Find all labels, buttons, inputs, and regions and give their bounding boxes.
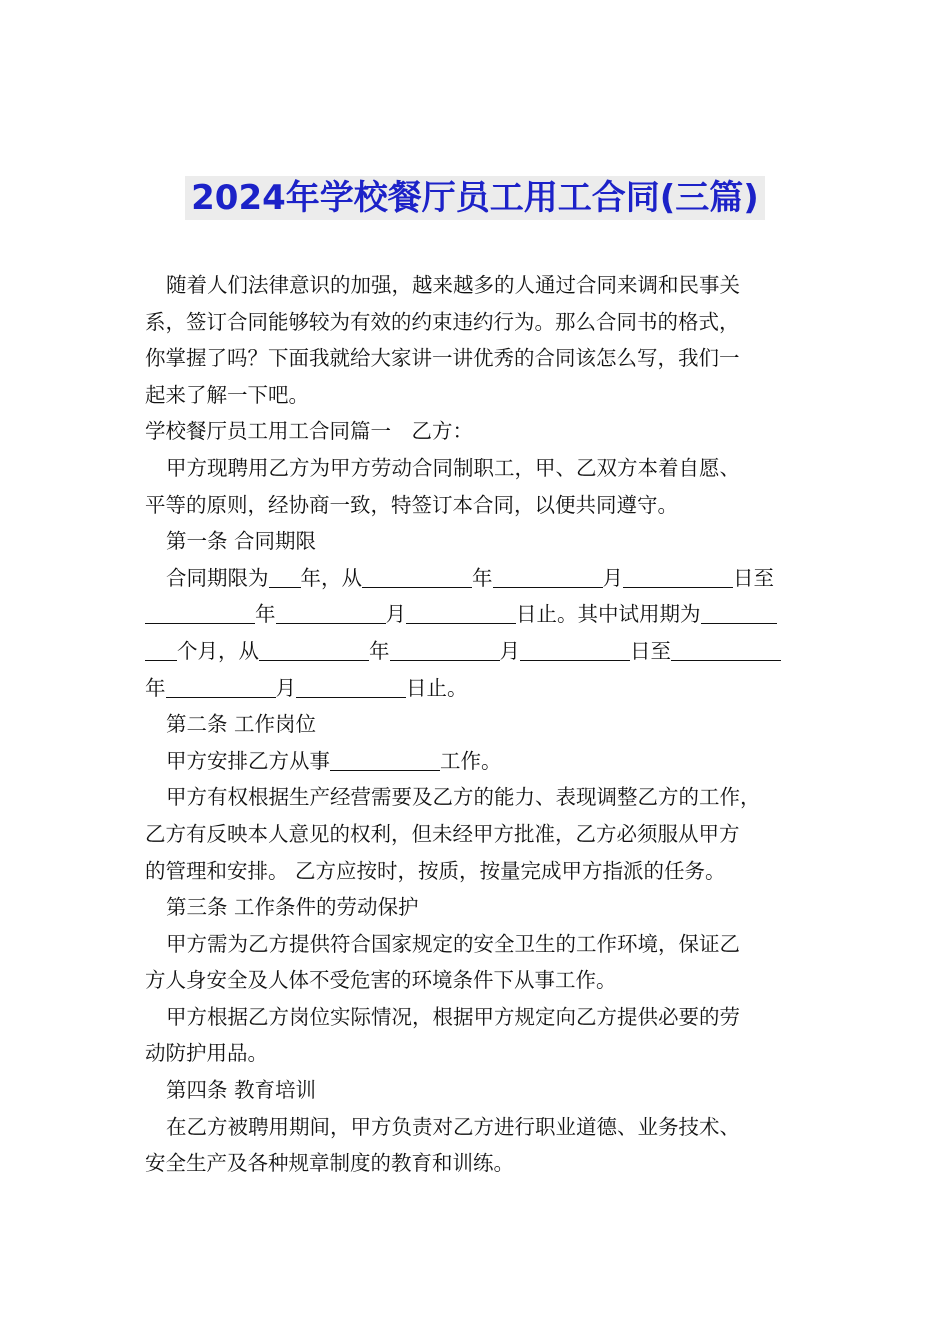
title-container bbox=[0, 176, 950, 220]
article-1-heading: 第一条 合同期限 bbox=[166, 529, 317, 554]
text: 年，从 bbox=[300, 565, 362, 590]
article-2-para-line-2: 乙方有反映本人意见的权利，但未经甲方批准，乙方必须服从甲方 bbox=[145, 821, 740, 846]
blank-end-year[interactable] bbox=[145, 601, 255, 624]
article-4-para-line-1: 在乙方被聘用期间，甲方负责对乙方进行职业道德、业务技术、 bbox=[166, 1114, 740, 1139]
blank-probation-end-day[interactable] bbox=[296, 675, 406, 698]
text: 月 bbox=[385, 602, 406, 627]
blank-years[interactable] bbox=[269, 565, 301, 588]
text: 年 bbox=[472, 565, 493, 590]
text: 工作。 bbox=[440, 748, 502, 773]
article-3-heading: 第三条 工作条件的劳动保护 bbox=[166, 895, 419, 920]
blank-start-year[interactable] bbox=[362, 565, 472, 588]
blank-job[interactable] bbox=[330, 748, 440, 771]
blank-probation-start-month[interactable] bbox=[390, 638, 500, 661]
article-2-para-line-1: 甲方有权根据生产经营需要及乙方的能力、表现调整乙方的工作， bbox=[166, 785, 761, 810]
text: 月 bbox=[275, 675, 296, 700]
blank-start-month[interactable] bbox=[493, 565, 603, 588]
blank-probation-a[interactable] bbox=[701, 601, 777, 624]
text: 年 bbox=[369, 638, 390, 663]
section-heading: 学校餐厅员工用工合同篇一 乙方： bbox=[145, 419, 473, 444]
preamble-line-1: 甲方现聘用乙方为甲方劳动合同制职工，甲、乙双方本着自愿、 bbox=[166, 455, 740, 480]
preamble-line-2: 平等的原则，经协商一致，特签订本合同，以便共同遵守。 bbox=[145, 492, 678, 517]
text: 日止。其中试用期为 bbox=[516, 602, 701, 627]
text: 甲方安排乙方从事 bbox=[166, 748, 330, 773]
intro-line-4: 起来了解一下吧。 bbox=[145, 382, 309, 407]
blank-probation-start-day[interactable] bbox=[520, 638, 630, 661]
article-2-para-line-3: 的管理和安排。 乙方应按时，按质，按量完成甲方指派的任务。 bbox=[145, 858, 726, 883]
blank-probation-end-month[interactable] bbox=[166, 675, 276, 698]
document-body bbox=[145, 267, 825, 1182]
contract-term-line-1 bbox=[145, 560, 825, 597]
blank-probation-start-year[interactable] bbox=[259, 638, 369, 661]
blank-probation-end-year-a[interactable] bbox=[671, 638, 781, 661]
article-4-heading: 第四条 教育培训 bbox=[166, 1078, 317, 1103]
intro-line-3: 你掌握了吗？下面我就给大家讲一讲优秀的合同该怎么写，我们一 bbox=[145, 346, 740, 371]
contract-term-line-3 bbox=[145, 633, 825, 670]
contract-term-line-2 bbox=[145, 596, 825, 633]
document-title: 2024年学校餐厅员工用工合同(三篇) bbox=[185, 176, 765, 220]
contract-term-line-4 bbox=[145, 670, 825, 707]
article-3-para2-line-1: 甲方根据乙方岗位实际情况，根据甲方规定向乙方提供必要的劳 bbox=[166, 1004, 740, 1029]
text: 合同期限为 bbox=[166, 565, 269, 590]
blank-start-day[interactable] bbox=[623, 565, 733, 588]
intro-line-2: 系，签订合同能够较为有效的约束违约行为。那么合同书的格式， bbox=[145, 309, 740, 334]
text: 月 bbox=[602, 565, 623, 590]
text: 日止。 bbox=[406, 675, 468, 700]
text: 个月，从 bbox=[177, 638, 259, 663]
article-4-para-line-2: 安全生产及各种规章制度的教育和训练。 bbox=[145, 1151, 514, 1176]
blank-end-day[interactable] bbox=[406, 601, 516, 624]
blank-end-month[interactable] bbox=[276, 601, 386, 624]
text: 月 bbox=[499, 638, 520, 663]
text: 年 bbox=[145, 675, 166, 700]
text: 日至 bbox=[733, 565, 774, 590]
text: 日至 bbox=[630, 638, 671, 663]
article-3-para1-line-2: 方人身安全及人体不受危害的环境条件下从事工作。 bbox=[145, 968, 617, 993]
blank-probation-b[interactable] bbox=[145, 638, 177, 661]
intro-line-1: 随着人们法律意识的加强，越来越多的人通过合同来调和民事关 bbox=[166, 273, 740, 297]
article-3-para2-line-2: 动防护用品。 bbox=[145, 1041, 268, 1066]
job-assignment-line bbox=[145, 743, 825, 780]
article-3-para1-line-1: 甲方需为乙方提供符合国家规定的安全卫生的工作环境，保证乙 bbox=[166, 931, 740, 956]
article-2-heading: 第二条 工作岗位 bbox=[166, 712, 317, 737]
text: 年 bbox=[255, 602, 276, 627]
